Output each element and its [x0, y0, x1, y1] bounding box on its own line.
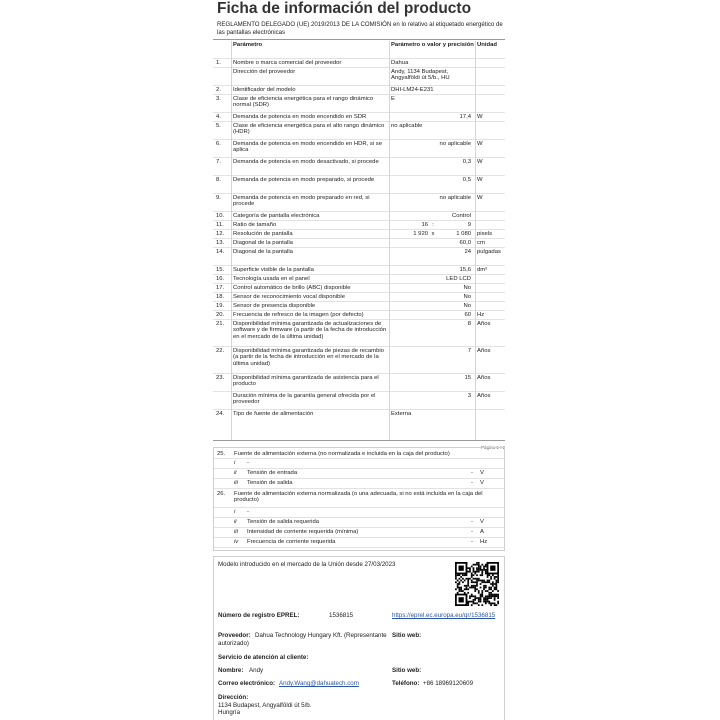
- table-row: [213, 275, 505, 284]
- row-parameter: Clase de eficiencia energética para el alto rango dinámico (HDR): [233, 123, 385, 136]
- row-parameter: Sensor de presencia disponible: [233, 303, 316, 309]
- row-value: LED LCD: [446, 276, 471, 282]
- column-divider: [389, 41, 390, 441]
- row-value: 17,4: [459, 114, 471, 120]
- registration-info: [213, 556, 505, 720]
- sub-item-row: [214, 518, 504, 528]
- table-top-rule: [213, 39, 505, 40]
- row-value: 15: [464, 375, 471, 381]
- row-number: 18.: [216, 294, 225, 300]
- row-parameter: Disponibilidad mínima garantizada de piezas de recambio (a partir de la fecha de introducción en el mercado de la última unidad): [233, 348, 384, 367]
- table-row: [213, 122, 505, 140]
- sub-item-index: ii: [234, 519, 237, 525]
- table-row: [213, 68, 505, 86]
- row-number: 20.: [216, 312, 225, 318]
- row-parameter: Dirección del proveedor: [233, 69, 296, 75]
- product-info-page-1: [213, 0, 505, 441]
- row-parameter: Frecuencia de refresco de la imagen (por defecto): [233, 312, 364, 318]
- sub-item-unit: Hz: [480, 539, 488, 545]
- ratio-second: 9: [467, 222, 471, 228]
- row-number: 8.: [216, 177, 221, 183]
- row-number: 19.: [216, 303, 225, 309]
- resolution-separator: x: [431, 231, 435, 237]
- sub-item-unit: V: [480, 470, 484, 476]
- row-number: 6.: [216, 141, 221, 147]
- row-value: Externa: [391, 411, 412, 417]
- supplier-name: Dahua Technology Hungary Kft. (Representante autorizado): [218, 632, 387, 647]
- row-unit: W: [477, 159, 483, 165]
- column-divider: [231, 41, 232, 441]
- row-parameter: Demanda de potencia en modo preparado en red, si procede: [233, 195, 370, 208]
- row-number: 14.: [216, 249, 225, 255]
- sub-item-index: iii: [234, 529, 238, 535]
- table-row: [213, 158, 505, 176]
- row-number: 24.: [216, 411, 225, 417]
- row-parameter: Categoría de pantalla electrónica: [233, 213, 320, 219]
- eprel-label: Número de registro EPREL:: [218, 612, 300, 619]
- table-row: [213, 230, 505, 239]
- row-number: 5.: [216, 123, 221, 129]
- sub-item-index: iv: [234, 539, 239, 545]
- market-date-text: Modelo introducido en el mercado de la Unión desde 27/03/2023: [218, 561, 396, 568]
- row-parameter: Ratio de tamaño: [233, 222, 277, 228]
- table-row: [213, 176, 505, 194]
- table-row: [213, 59, 505, 68]
- row-value: 3: [467, 393, 471, 399]
- row-parameter: Superficie visible de la pantalla: [233, 267, 314, 273]
- address-line-2: Hungría: [218, 709, 241, 716]
- row-number: 2.: [216, 87, 221, 93]
- table-row: [213, 113, 505, 122]
- table-bottom-rule: [213, 440, 505, 441]
- section-26-row: [214, 490, 504, 508]
- sub-item-label: Intensidad de corriente requerida (mínima): [247, 529, 359, 535]
- row-number: 23.: [216, 375, 225, 381]
- row-value: no aplicable: [391, 123, 423, 129]
- row-number: 10.: [216, 213, 225, 219]
- eprel-number: 1536815: [329, 612, 354, 619]
- table-row: [213, 266, 505, 275]
- row-parameter: Nombre o marca comercial del proveedor: [233, 60, 342, 66]
- resolution-first: 1 920: [413, 231, 428, 237]
- sub-item-value: -: [471, 529, 473, 535]
- row-unit: dm²: [477, 267, 488, 273]
- row-value: 15,6: [459, 267, 471, 273]
- row-unit: Años: [477, 393, 491, 399]
- sub-item-index: ii: [234, 470, 237, 476]
- table-row: [213, 194, 505, 212]
- address-line-1: 1134 Budapest, Angyalföldi út 5/b.: [218, 701, 312, 709]
- row-parameter: Resolución de pantalla: [233, 231, 293, 237]
- header-unit: Unidad: [477, 42, 497, 48]
- row-number: 12.: [216, 231, 225, 237]
- table-row: [213, 248, 505, 266]
- eprel-link[interactable]: https://eprel.ec.europa.eu/qr/1536815: [392, 612, 496, 619]
- sub-item-unit: A: [480, 529, 484, 535]
- table-row: [213, 293, 505, 302]
- table-row: [213, 374, 505, 392]
- row-value: Control: [452, 213, 471, 219]
- row-parameter: Disponibilidad mínima garantizada de actualizaciones de software y de firmware (a partir de la fecha de introducción en el mercado de la última unidad): [233, 321, 387, 340]
- row-number: 21.: [216, 321, 225, 327]
- row-number: 3.: [216, 96, 221, 102]
- row-number: 7.: [216, 159, 221, 165]
- supplier-website-label: Sitio web:: [392, 632, 422, 639]
- row-value: 0,3: [462, 159, 471, 165]
- sub-item-value: -: [471, 470, 473, 476]
- qr-code-icon[interactable]: [455, 562, 499, 606]
- sub-item-unit: V: [480, 480, 484, 486]
- row-parameter: Diagonal de la pantalla: [233, 249, 293, 255]
- row-unit: Años: [477, 321, 491, 327]
- row-parameter: Demanda de potencia en modo preparado, si procede: [233, 177, 375, 183]
- row-value: 60,0: [459, 240, 471, 246]
- row-unit: Años: [477, 375, 491, 381]
- sub-item-unit: V: [480, 519, 484, 525]
- table-row: [213, 410, 505, 419]
- table-row: [213, 86, 505, 95]
- row-number: 4.: [216, 114, 221, 120]
- phone-number: +86 18969120609: [423, 680, 474, 687]
- email-label: Correo electrónico:: [218, 680, 276, 687]
- sub-item-index: i: [234, 460, 236, 466]
- row-value: DHI-LM24-E231: [391, 87, 434, 93]
- contact-name-label: Nombre:: [218, 667, 244, 674]
- row-unit: pixels: [477, 231, 493, 237]
- table-row: [213, 140, 505, 158]
- row-parameter: Demanda de potencia en modo encendido en HDR, si se aplica: [233, 141, 382, 154]
- row-value: No: [463, 303, 471, 309]
- row-value: 0,5: [462, 177, 471, 183]
- table-row: [213, 221, 505, 230]
- sub-item-row: [214, 538, 504, 548]
- column-divider: [475, 41, 476, 441]
- table-row: [213, 95, 505, 113]
- sub-item-row: [214, 508, 504, 518]
- header-value: Parámetro o valor y precisión: [391, 42, 474, 48]
- row-value: No: [463, 285, 471, 291]
- sub-item-value: -: [471, 539, 473, 545]
- sub-item-index: i: [234, 509, 236, 515]
- section-25-row: [214, 450, 504, 459]
- row-unit: cm: [477, 240, 485, 246]
- row-parameter: Tecnología usada en el panel: [233, 276, 310, 282]
- row-value: 60: [464, 312, 471, 318]
- sub-item-label: Tensión de salida requerida: [247, 519, 320, 525]
- ratio-separator: :: [432, 222, 434, 228]
- row-value: Andy, 1134 Budapest, Angyalföldi út 5/b., HU: [391, 69, 450, 82]
- sub-item-row: [214, 528, 504, 538]
- sub-item-label: Frecuencia de corriente requerida: [247, 539, 336, 545]
- section-title: Fuente de alimentación externa (no normalizada e incluida en la caja del producto): [234, 451, 450, 457]
- row-number: 13.: [216, 240, 225, 246]
- row-value: 7: [467, 348, 471, 354]
- regulation-text: REGLAMENTO DELEGADO (UE) 2019/2013 DE LA COMISIÓN en lo relativo al etiquetado energético de las pantallas electrónicas: [217, 21, 503, 36]
- row-parameter: Tipo de fuente de alimentación: [233, 411, 314, 417]
- row-value: no aplicable: [439, 195, 471, 201]
- row-number: 17.: [216, 285, 225, 291]
- supplier-label: Proveedor:: [218, 632, 251, 639]
- row-parameter: Demanda de potencia en modo encendido en SDR: [233, 114, 367, 120]
- row-value: No: [463, 294, 471, 300]
- sub-item-row: [214, 459, 504, 469]
- table-row: [213, 320, 505, 347]
- sub-item-row: [214, 469, 504, 479]
- sub-item-row: [214, 479, 504, 489]
- sub-item-label: -: [247, 509, 249, 515]
- row-number: 9.: [216, 195, 221, 201]
- address-label: Dirección:: [218, 694, 249, 701]
- table-row: [213, 212, 505, 221]
- row-number: 11.: [216, 222, 224, 228]
- ratio-first: 16: [421, 222, 428, 228]
- row-unit: W: [477, 195, 483, 201]
- row-value: 24: [464, 249, 471, 255]
- table-row: [213, 284, 505, 293]
- section-title: Fuente de alimentación externa normalizada (o una adecuada, si no está incluida en la caja del producto): [234, 491, 483, 504]
- row-number: 22.: [216, 348, 225, 354]
- email-link[interactable]: Andy.Wang@dahuatech.com: [279, 680, 359, 687]
- phone-label: Teléfono:: [392, 680, 420, 687]
- row-parameter: Disponibilidad mínima garantizada de asistencia para el producto: [233, 375, 379, 388]
- table-row: [213, 392, 505, 410]
- row-unit: pulgadas: [477, 249, 501, 255]
- header-parameter: Parámetro: [233, 42, 263, 48]
- row-number: 1.: [216, 60, 221, 66]
- section-number: 25.: [217, 451, 226, 457]
- table-header-row: [213, 41, 505, 59]
- row-parameter: Control automático de brillo (ABC) disponible: [233, 285, 351, 291]
- row-parameter: Identificador del modelo: [233, 87, 296, 93]
- row-parameter: Sensor de reconocimiento vocal disponible: [233, 294, 345, 300]
- table-row: [213, 302, 505, 311]
- sub-item-label: Tensión de salida: [247, 480, 293, 486]
- sub-item-value: -: [471, 480, 473, 486]
- page-number: Página 1 / 2: [480, 445, 505, 450]
- row-number: 16.: [216, 276, 225, 282]
- sub-item-label: -: [247, 460, 249, 466]
- section-number: 26.: [217, 491, 226, 497]
- sub-item-label: Tensión de entrada: [247, 470, 298, 476]
- resolution-second: 1 080: [456, 231, 471, 237]
- row-value: Dahua: [391, 60, 409, 66]
- row-unit: Hz: [477, 312, 485, 318]
- sub-item-value: -: [471, 519, 473, 525]
- customer-service-label: Servicio de atención al cliente:: [218, 654, 309, 661]
- row-unit: W: [477, 114, 483, 120]
- row-unit: W: [477, 177, 483, 183]
- row-parameter: Demanda de potencia en modo desactivado, si procede: [233, 159, 379, 165]
- page-title: Ficha de información del producto: [217, 0, 472, 17]
- row-unit: W: [477, 141, 483, 147]
- row-parameter: Clase de eficiencia energética para el rango dinámico normal (SDR): [233, 96, 374, 109]
- row-parameter: Duración mínima de la garantía general ofrecida por el proveedor: [233, 393, 376, 406]
- table-row: [213, 239, 505, 248]
- table-row: [213, 311, 505, 320]
- contact-name: Andy: [249, 667, 264, 674]
- row-value: 8: [467, 321, 471, 327]
- product-info-page-2: [213, 447, 505, 551]
- sub-item-index: iii: [234, 480, 238, 486]
- row-unit: Años: [477, 348, 491, 354]
- row-value: no aplicable: [439, 141, 471, 147]
- row-number: 15.: [216, 267, 225, 273]
- row-parameter: Diagonal de la pantalla: [233, 240, 293, 246]
- table-row: [213, 347, 505, 374]
- row-value: E: [391, 96, 395, 102]
- contact-website-label: Sitio web:: [392, 667, 422, 674]
